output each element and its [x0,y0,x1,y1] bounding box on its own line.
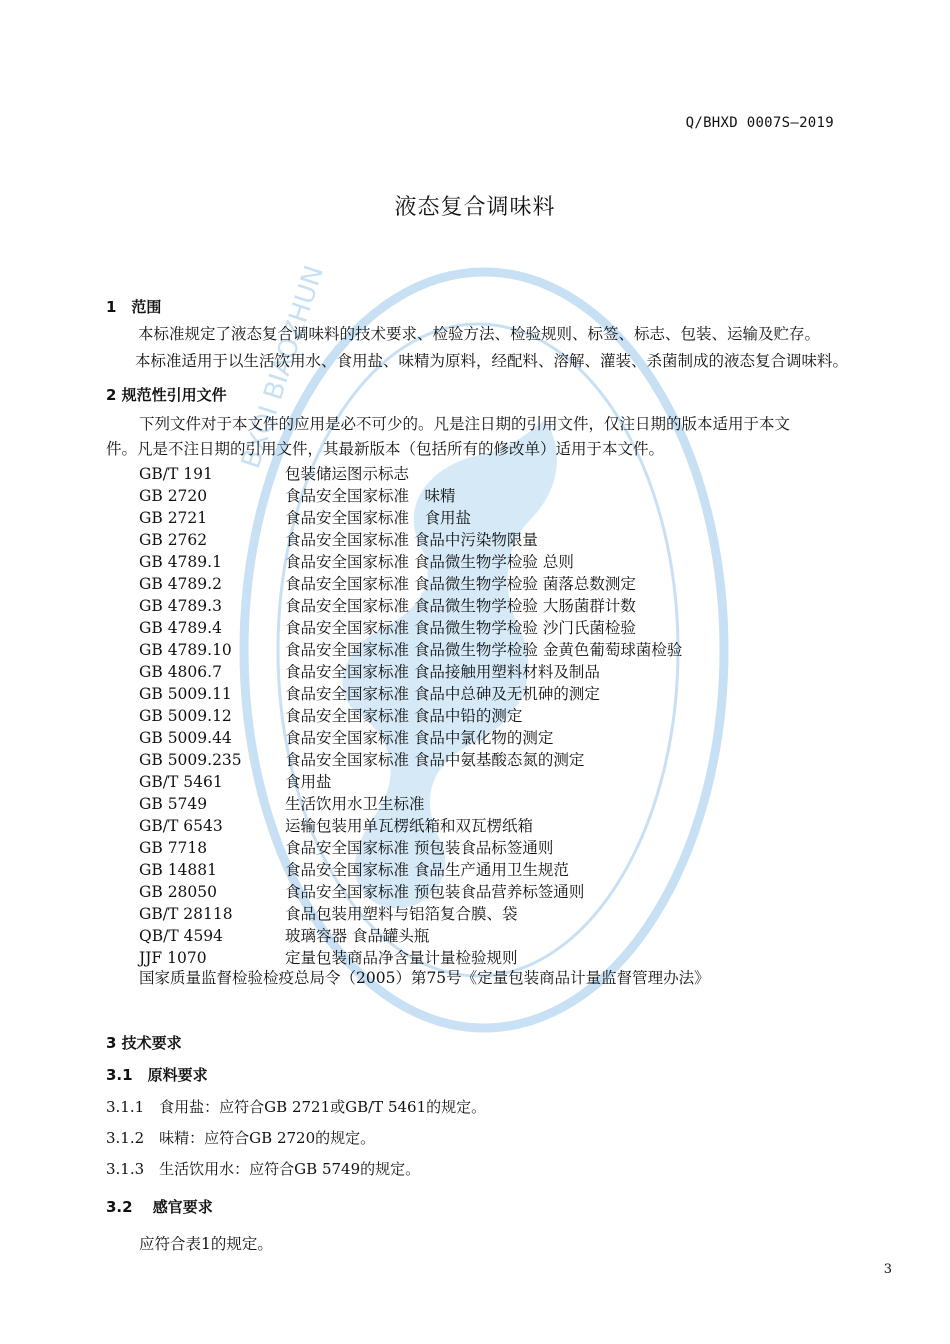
reference-title: 食品安全国家标准 预包装食品标签通则 [285,839,554,857]
reference-title: 食品安全国家标准 食用盐 [285,509,472,527]
reference-code: GB/T 5461 [139,773,223,791]
reference-code: GB/T 191 [139,465,213,483]
reference-title: 包装储运图示标志 [285,465,410,483]
reference-title: 食品包装用塑料与铝箔复合膜、袋 [285,905,518,923]
reference-title: 玻璃容器 食品罐头瓶 [285,927,430,945]
reference-title: 食用盐 [285,773,332,791]
reference-title: 食品安全国家标准 食品中氨基酸态氮的测定 [285,751,585,769]
document-code: Q/BHXD 0007S—2019 [685,115,834,131]
reference-title: 食品安全国家标准 食品微生物学检验 金黄色葡萄球菌检验 [285,641,683,659]
reference-code: JJF 1070 [139,949,207,967]
reference-code: GB 4789.1 [139,553,222,571]
reference-title: 食品安全国家标准 食品接触用塑料材料及制品 [285,663,600,681]
clause-3-1-2: 3.1.2 味精：应符合GB 2720的规定。 [106,1129,376,1147]
reference-code: GB 4789.10 [139,641,232,659]
reference-code: GB 5009.44 [139,729,232,747]
reference-title: 食品安全国家标准 味精 [285,487,456,505]
clause-3-1-3: 3.1.3 生活饮用水：应符合GB 5749的规定。 [106,1160,421,1178]
sensory-requirement-text: 应符合表1的规定。 [139,1235,273,1253]
reference-title: 生活饮用水卫生标准 [285,795,425,813]
references-intro-line-2: 件。凡是不注日期的引用文件，其最新版本（包括所有的修改单）适用于本文件。 [106,440,665,458]
reference-code: GB 5009.235 [139,751,242,769]
reference-code: GB 4789.2 [139,575,222,593]
reference-title: 食品安全国家标准 食品中总砷及无机砷的测定 [285,685,600,703]
reference-code: GB 5009.12 [139,707,232,725]
reference-title: 食品安全国家标准 预包装食品营养标签通则 [285,883,585,901]
scope-paragraph-2: 本标准适用于以生活饮用水、食用盐、味精为原料，经配料、溶解、灌装、杀菌制成的液态复合调味料。 [135,352,849,370]
reference-title: 食品安全国家标准 食品微生物学检验 总则 [285,553,574,571]
reference-title: 食品安全国家标准 食品中氯化物的测定 [285,729,554,747]
reference-code: GB 5009.11 [139,685,232,703]
reference-code: QB/T 4594 [139,927,224,945]
reference-title: 运输包装用单瓦楞纸箱和双瓦楞纸箱 [285,817,534,835]
reference-code: GB 4806.7 [139,663,222,681]
watermark-text: BXQI BIAOZHUN [236,262,330,473]
clause-3-1-1: 3.1.1 食用盐：应符合GB 2721或GB/T 5461的规定。 [106,1098,487,1116]
reference-title: 食品安全国家标准 食品微生物学检验 大肠菌群计数 [285,597,636,615]
reference-code: GB 4789.3 [139,597,222,615]
reference-title: 食品安全国家标准 食品中铅的测定 [285,707,523,725]
section-3-2-heading: 3.2 感官要求 [106,1198,213,1216]
reference-title: 定量包装商品净含量计量检验规则 [285,949,518,967]
scope-paragraph-1: 本标准规定了液态复合调味料的技术要求、检验方法、检验规则、标签、标志、包装、运输及贮存。 [138,325,821,343]
section-2-heading: 2 规范性引用文件 [106,386,227,404]
section-1-heading: 1 范围 [106,298,162,316]
document-title: 液态复合调味料 [394,195,556,220]
section-3-1-heading: 3.1 原料要求 [106,1066,208,1084]
reference-code: GB 14881 [139,861,218,879]
reference-code: GB 28050 [139,883,218,901]
reference-code: GB 7718 [139,839,208,857]
reference-title: 食品安全国家标准 食品生产通用卫生规范 [285,861,569,879]
reference-code: GB 2762 [139,531,208,549]
reference-code: GB/T 28118 [139,905,233,923]
reference-code: GB 2721 [139,509,208,527]
reference-title: 食品安全国家标准 食品中污染物限量 [285,531,538,549]
reference-code: GB 5749 [139,795,208,813]
reference-title: 食品安全国家标准 食品微生物学检验 沙门氏菌检验 [285,619,636,637]
reference-code: GB 2720 [139,487,208,505]
decree-reference: 国家质量监督检验检疫总局令（2005）第75号《定量包装商品计量监督管理办法》 [139,969,710,987]
page-number: 3 [883,1262,892,1277]
references-intro-line-1: 下列文件对于本文件的应用是必不可少的。凡是注日期的引用文件，仅注日期的版本适用于本文 [139,415,791,433]
section-3-heading: 3 技术要求 [106,1034,182,1052]
reference-title: 食品安全国家标准 食品微生物学检验 菌落总数测定 [285,575,636,593]
reference-code: GB 4789.4 [139,619,222,637]
reference-code: GB/T 6543 [139,817,223,835]
